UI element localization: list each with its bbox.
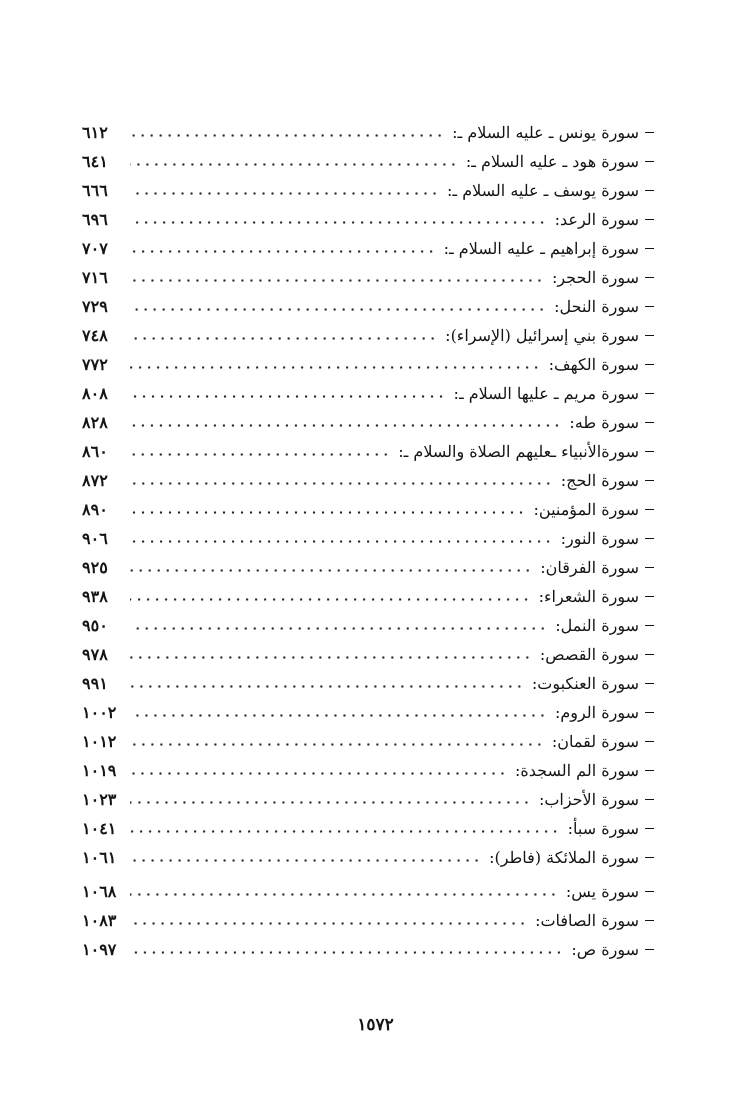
entry-dash [645, 277, 654, 279]
entry-page-number: ٩٧٨ [82, 645, 108, 664]
entry-dash [645, 857, 654, 859]
entry-page-number: ١٠٦٨ [82, 882, 117, 901]
toc-entry [82, 205, 654, 234]
entry-title: سورة الكهف: [548, 354, 639, 374]
entry-dash [645, 451, 654, 453]
toc-entry [82, 935, 654, 964]
entry-dash [645, 625, 654, 627]
entry-dash [645, 799, 654, 801]
entry-dash [645, 480, 654, 482]
dot-leader [130, 772, 507, 775]
entry-dash [645, 509, 654, 511]
dot-leader [130, 951, 563, 954]
toc-entry [82, 906, 654, 935]
entry-page-number: ٧٢٩ [82, 297, 108, 316]
entry-dash [645, 364, 654, 366]
toc-entry [82, 466, 654, 495]
dot-leader [130, 569, 532, 572]
dot-leader [130, 482, 553, 485]
entry-page-number: ٦١٢ [82, 123, 108, 142]
entry-dash [645, 920, 654, 922]
toc-entry [82, 814, 654, 843]
entry-title: سورة يونس ـ عليه السلام ـ: [452, 122, 639, 142]
page-number-footer: ١٥٧٢ [357, 1015, 394, 1035]
entry-title: سورة الحجر: [551, 267, 639, 287]
entry-title: سورة النمل: [555, 615, 639, 635]
entry-page-number: ٩٣٨ [82, 587, 108, 606]
entry-page-number: ٨٢٨ [82, 413, 108, 432]
entry-dash [645, 393, 654, 395]
entry-page-number: ٩٢٥ [82, 558, 108, 577]
dot-leader [130, 192, 439, 195]
toc-entry [82, 843, 654, 872]
entry-dash [645, 949, 654, 951]
toc-entry [82, 669, 654, 698]
entry-title: سورة الملائكة (فاطر): [489, 847, 639, 867]
entry-dash [645, 132, 654, 134]
entry-page-number: ٦٦٦ [82, 181, 108, 200]
entry-dash [645, 306, 654, 308]
dot-leader [130, 337, 437, 340]
toc-entry [82, 640, 654, 669]
dot-leader [130, 922, 527, 925]
entry-title: سورة هود ـ عليه السلام ـ: [465, 151, 639, 171]
dot-leader [130, 395, 446, 398]
entry-page-number: ١٠٩٧ [82, 940, 117, 959]
entry-title: سورة بني إسرائيل (الإسراء): [445, 325, 639, 345]
entry-title: سورة الفرقان: [540, 557, 639, 577]
table-of-contents [82, 118, 654, 964]
entry-title: سورة الحج: [560, 470, 639, 490]
entry-title: سورة ص: [571, 939, 639, 959]
toc-entry [82, 582, 654, 611]
entry-title: سورة الصافات: [535, 910, 639, 930]
toc-entry [82, 176, 654, 205]
toc-entry [82, 877, 654, 906]
entry-dash [645, 248, 654, 250]
entry-title: سورةالأنبياء ـعليهم الصلاة والسلام ـ: [398, 441, 639, 461]
toc-entry [82, 321, 654, 350]
dot-leader [130, 830, 560, 833]
toc-entry [82, 524, 654, 553]
dot-leader [130, 453, 390, 456]
toc-entry [82, 785, 654, 814]
entry-page-number: ٨٠٨ [82, 384, 108, 403]
dot-leader [130, 743, 544, 746]
toc-entry [82, 292, 654, 321]
dot-leader [130, 893, 558, 896]
entry-page-number: ١٠٢٣ [82, 790, 117, 809]
entry-title: سورة الأحزاب: [538, 789, 639, 809]
entry-title: سورة يس: [565, 881, 639, 901]
entry-page-number: ٨٦٠ [82, 442, 108, 461]
toc-entry [82, 553, 654, 582]
entry-page-number: ٦٤١ [82, 152, 108, 171]
entry-dash [645, 596, 654, 598]
dot-leader [130, 714, 547, 717]
entry-title: سورة المؤمنين: [533, 499, 639, 519]
dot-leader [130, 859, 481, 862]
toc-entry [82, 611, 654, 640]
entry-page-number: ١٠١٩ [82, 761, 117, 780]
dot-leader [130, 656, 532, 659]
entry-page-number: ٧١٦ [82, 268, 108, 287]
dot-leader [130, 221, 547, 224]
entry-dash [645, 335, 654, 337]
entry-dash [645, 422, 654, 424]
toc-entry [82, 698, 654, 727]
entry-title: سورة الم السجدة: [514, 760, 639, 780]
dot-leader [130, 366, 541, 369]
entry-dash [645, 219, 654, 221]
entry-dash [645, 770, 654, 772]
toc-entry [82, 147, 654, 176]
entry-title: سورة لقمان: [551, 731, 639, 751]
entry-title: سورة مريم ـ عليها السلام ـ: [453, 383, 639, 403]
entry-dash [645, 741, 654, 743]
entry-title: سورة يوسف ـ عليه السلام ـ: [447, 180, 639, 200]
entry-page-number: ٩٥٠ [82, 616, 108, 635]
entry-title: سورة النحل: [554, 296, 639, 316]
entry-dash [645, 828, 654, 830]
toc-entry [82, 408, 654, 437]
dot-leader [130, 801, 531, 804]
entry-dash [645, 190, 654, 192]
entry-dash [645, 161, 654, 163]
dot-leader [130, 308, 546, 311]
dot-leader [130, 163, 458, 166]
entry-title: سورة النور: [560, 528, 639, 548]
dot-leader [130, 424, 561, 427]
dot-leader [130, 511, 526, 514]
entry-title: سورة طه: [569, 412, 639, 432]
entry-page-number: ٧٠٧ [82, 239, 108, 258]
toc-entry [82, 495, 654, 524]
entry-title: سورة الرعد: [554, 209, 639, 229]
entry-page-number: ١٠٤١ [82, 819, 117, 838]
dot-leader [130, 627, 547, 630]
entry-title: سورة الشعراء: [538, 586, 639, 606]
dot-leader [130, 685, 524, 688]
entry-page-number: ١٠٦١ [82, 848, 117, 867]
entry-title: سورة إبراهيم ـ عليه السلام ـ: [443, 238, 639, 258]
toc-entry [82, 118, 654, 147]
entry-page-number: ١٠١٢ [82, 732, 117, 751]
entry-dash [645, 567, 654, 569]
entry-page-number: ٨٧٢ [82, 471, 108, 490]
entry-title: سورة الروم: [554, 702, 639, 722]
dot-leader [130, 134, 444, 137]
entry-dash [645, 712, 654, 714]
entry-page-number: ٩٠٦ [82, 529, 108, 548]
toc-entry [82, 379, 654, 408]
entry-title: سورة القصص: [539, 644, 639, 664]
dot-leader [130, 540, 553, 543]
entry-page-number: ١٠٨٣ [82, 911, 117, 930]
entry-dash [645, 683, 654, 685]
entry-page-number: ٧٧٢ [82, 355, 108, 374]
entry-dash [645, 891, 654, 893]
toc-entry [82, 437, 654, 466]
dot-leader [130, 250, 436, 253]
entry-page-number: ٧٤٨ [82, 326, 108, 345]
toc-entry [82, 350, 654, 379]
entry-dash [645, 654, 654, 656]
entry-page-number: ٦٩٦ [82, 210, 108, 229]
toc-entry [82, 263, 654, 292]
dot-leader [130, 598, 531, 601]
toc-entry [82, 234, 654, 263]
entry-title: سورة سبأ: [567, 818, 639, 838]
entry-page-number: ١٠٠٢ [82, 703, 117, 722]
entry-dash [645, 538, 654, 540]
entry-title: سورة العنكبوت: [531, 673, 639, 693]
toc-entry [82, 727, 654, 756]
dot-leader [130, 279, 544, 282]
toc-entry [82, 756, 654, 785]
entry-page-number: ٩٩١ [82, 674, 108, 693]
entry-page-number: ٨٩٠ [82, 500, 108, 519]
